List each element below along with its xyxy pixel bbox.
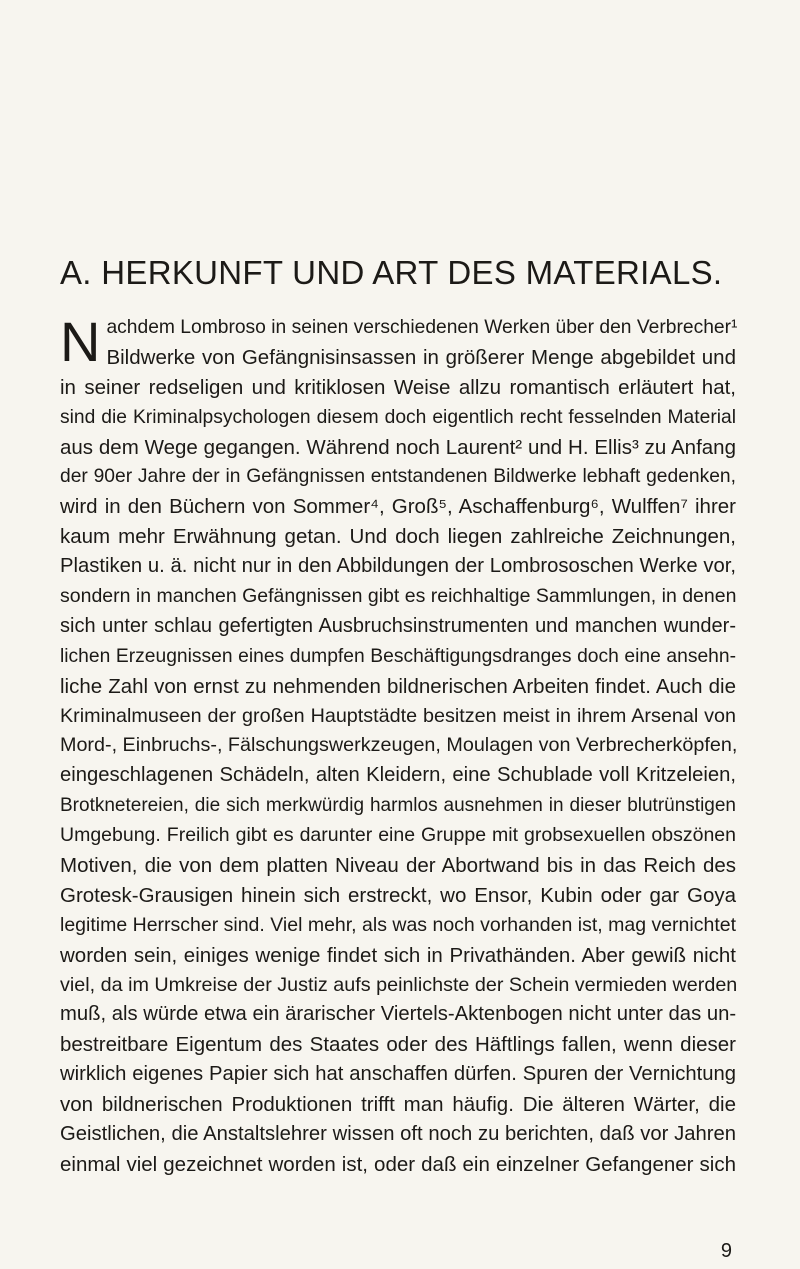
text-line: sondern in manchen Gefängnissen gibt es reichhaltige Sammlungen, in denen bbox=[60, 585, 737, 608]
text-line: sich unter schlau gefertigten Ausbruchsinstrumenten und manchen wunder- bbox=[60, 614, 736, 637]
text-line: aus dem Wege gegangen. Während noch Laurent² und H. Ellis³ zu Anfang bbox=[60, 435, 736, 459]
text-line: lichen Erzeugnissen eines dumpfen Beschäftigungsdranges doch eine ansehn- bbox=[60, 645, 736, 667]
text-line: Plastiken u. ä. nicht nur in den Abbildungen der Lombrososchen Werke vor, bbox=[60, 555, 736, 578]
text-line: Geistlichen, die Anstaltslehrer wissen oft noch zu berichten, daß vor Jahren bbox=[60, 1123, 736, 1146]
text-line: Umgebung. Freilich gibt es darunter eine Gruppe mit grobsexuellen obszönen bbox=[60, 824, 736, 847]
text-line: kaum mehr Erwähnung getan. Und doch liegen zahlreiche Zeichnungen, bbox=[60, 525, 736, 549]
section-heading: A. HERKUNFT UND ART DES MATERIALS. bbox=[60, 254, 723, 291]
text-line: Grotesk-Grausigen hinein sich erstreckt, wo Ensor, Kubin oder gar Goya bbox=[60, 883, 736, 907]
page-number: 9 bbox=[720, 1240, 732, 1262]
text-line: wirklich eigenes Papier sich hat anschaffen dürfen. Spuren der Vernichtung bbox=[60, 1063, 736, 1086]
text-line: Motiven, die von dem platten Niveau der Abortwand bis in das Reich des bbox=[60, 854, 736, 878]
text-line: bestreitbare Eigentum des Staates oder des Häftlings fallen, wenn dieser bbox=[60, 1033, 736, 1057]
text-line: sind die Kriminalpsychologen diesem doch eigentlich recht fesselnden Material bbox=[60, 406, 736, 428]
text-line: wird in den Büchern von Sommer⁴, Groß⁵, Aschaffenburg⁶, Wulffen⁷ ihrer bbox=[60, 495, 736, 519]
text-line: Bildwerke von Gefängnisinsassen in größerer Menge abgebildet und bbox=[106, 345, 736, 369]
text-line: muß, als würde etwa ein ärarischer Viertels-Aktenbogen nicht unter das un- bbox=[60, 1003, 737, 1026]
text-line: Mord-, Einbruchs-, Fälschungswerkzeugen, Moulagen von Verbrecherköpfen, bbox=[60, 734, 738, 757]
text-line: liche Zahl von ernst zu nehmenden bildnerischen Arbeiten findet. Auch die bbox=[60, 674, 736, 698]
body-paragraph bbox=[60, 310, 738, 1180]
text-line: Brotknetereien, die sich merkwürdig harmlos ausnehmen in dieser blutrünstigen bbox=[60, 795, 736, 817]
text-line: achdem Lombroso in seinen verschiedenen Werken über den Verbrecher¹ bbox=[106, 317, 738, 338]
text-line: einmal viel gezeichnet worden ist, oder daß ein einzelner Gefangener sich bbox=[60, 1152, 736, 1176]
text-line: worden sein, einiges wenige findet sich in Privathänden. Aber gewiß nicht bbox=[60, 943, 736, 967]
text-line: von bildnerischen Produktionen trifft man häufig. Die älteren Wärter, die bbox=[60, 1093, 736, 1117]
text-line: legitime Herrscher sind. Viel mehr, als was noch vorhanden ist, mag vernichtet bbox=[60, 913, 736, 936]
text-line: der 90er Jahre der in Gefängnissen entstandenen Bildwerke lebhaft gedenken, bbox=[60, 466, 736, 488]
text-line: viel, da im Umkreise der Justiz aufs peinlichste der Schein vermieden werden bbox=[60, 973, 738, 996]
text-line: in seiner redseligen und kritiklosen Weise allzu romantisch erläutert hat, bbox=[60, 375, 736, 399]
text-line: Kriminalmuseen der großen Hauptstädte besitzen meist in ihrem Arsenal von bbox=[60, 704, 736, 727]
text-line: eingeschlagenen Schädeln, alten Kleidern, eine Schublade voll Kritzeleien, bbox=[60, 764, 736, 787]
drop-cap: N bbox=[60, 310, 101, 373]
